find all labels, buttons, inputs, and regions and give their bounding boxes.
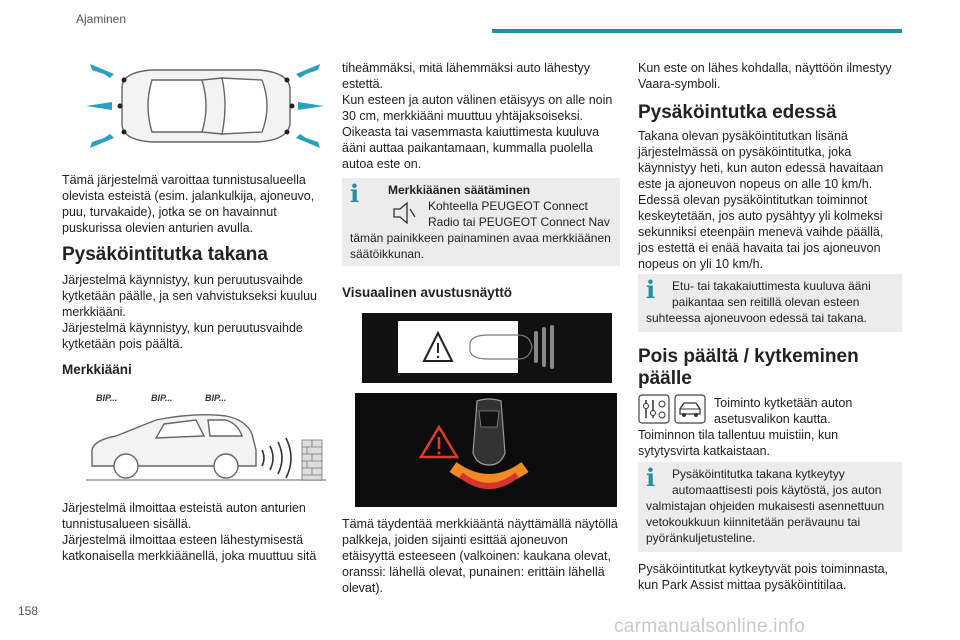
- header-accent-bar: [492, 29, 902, 33]
- note1-line1: Etu- tai takakaiuttimesta kuuluva ääni: [672, 279, 871, 293]
- col2-paragraph-2: Kun esteen ja auton välinen etäisyys on alle noin 30 cm, merkkiääni muuttuu yhtäjaksoiseksi.: [342, 93, 613, 123]
- info-icon: i: [646, 463, 656, 492]
- heading-front-radar: Pysäköintutka edessä: [638, 102, 837, 123]
- visual-text: Tämä täydentää merkkiääntä näyttämällä näytöllä palkkeja, joiden sijainti esittää ajoneuvon etäisyyttä esteeseen (valkoinen: kaukana olevat, oranssi: lähellä olevat, punainen: erittäin lähellä olevat).: [342, 517, 618, 595]
- beep-text: [62, 500, 324, 564]
- note2-line1: Pysäköintitutka takana kytkeytyy: [672, 467, 845, 481]
- note-trailer: [638, 462, 902, 552]
- heading-on-off: Pois päältä / kytkeminen päälle: [638, 346, 859, 389]
- onoff-line1: Toiminto kytketään auton: [714, 396, 853, 410]
- final-text: Pysäköintitutkat kytkeytyvät pois toiminnasta, kun Park Assist mittaa pysäköintitilaa.: [638, 562, 889, 592]
- page-number: 158: [18, 604, 39, 618]
- note-beep-rest: tämän painikkeen painaminen avaa merkkiäänen säätöikkunan.: [350, 231, 611, 261]
- note2-rest: valmistajan ohjeiden mukaisesti asennettuun vetokoukkuun kiinnitetään perävaunu tai pyöränkuljetusteline.: [646, 499, 885, 545]
- onoff-line2: asetusvalikon kautta.: [714, 412, 831, 426]
- note2-line2: automaattisesti pois käytöstä, jos auton: [672, 483, 882, 497]
- note-beep-title: Merkkiäänen säätäminen: [388, 183, 531, 197]
- col3-intro: [638, 60, 902, 92]
- car-side-beep-illustration: [86, 410, 326, 486]
- heading-beep: Merkkiääni: [62, 362, 132, 377]
- visual-text-block: [342, 516, 620, 596]
- col2-paragraph-1: tiheämmäksi, mitä lähemmäksi auto lähestyy estettä.: [342, 61, 591, 91]
- col2-paragraph-3: Oikeasta tai vasemmasta kaiuttimesta kuuluva ääni auttaa paikantamaan, kummalla puolella autoa este on.: [342, 125, 600, 171]
- onoff-text: [638, 427, 902, 459]
- bip-label-2: BIP...: [151, 393, 173, 403]
- car-top-sensors-illustration: [82, 58, 328, 154]
- intro-text: Tämä järjestelmä varoittaa tunnistusalueella olevista esteistä (esim. jalankulkija, ajoneuvo, puu, turvakaide), jotka se on havainnut puskurissa olevien anturien avulla.: [62, 173, 315, 235]
- rear-radar-text: [62, 272, 324, 352]
- danger-symbol-text: Kun este on lähes kohdalla, näyttöön ilmestyy Vaara-symboli.: [638, 61, 892, 91]
- note1-rest: suhteessa ajoneuvoon edessä tai takana.: [646, 311, 867, 325]
- final-text-block: [638, 561, 900, 593]
- onoff-rest: Toiminnon tila tallentuu muistiin, kun sytytysvirta katkaistaan.: [638, 428, 839, 458]
- note-beep-settings: [342, 178, 620, 266]
- speaker-icon: [390, 200, 418, 226]
- info-icon: i: [646, 275, 656, 304]
- note1-line2: paikantaa sen reitillä olevan esteen: [672, 295, 860, 309]
- rear-paragraph-1: Järjestelmä käynnistyy, kun peruutusvaihde kytketään päälle, ja sen vahvistukseksi kuuluu merkkiääni.: [62, 273, 318, 319]
- rear-paragraph-2: Järjestelmä käynnistyy, kun peruutusvaihde kytketään pois päältä.: [62, 321, 303, 351]
- section-title: Ajaminen: [76, 12, 127, 26]
- visual-display-rear: [362, 313, 612, 383]
- watermark: carmanualsonline.info: [614, 616, 806, 637]
- brick-wall: [302, 440, 322, 480]
- settings-vehicle-icons: [638, 394, 708, 424]
- note-beep-line1: Kohteella PEUGEOT Connect: [428, 199, 588, 213]
- front-radar-text: [638, 128, 900, 272]
- note-speaker-direction: [638, 274, 902, 332]
- beep-paragraph-2: Järjestelmä ilmoittaa esteen lähestymisestä katkonaisella merkkiäänellä, joka muuttuu sitä: [62, 533, 317, 563]
- bip-label-3: BIP...: [205, 393, 227, 403]
- col1: [62, 172, 322, 236]
- col2-text: [342, 60, 620, 172]
- heading-visual-assist: Visuaalinen avustusnäyttö: [342, 285, 513, 300]
- visual-display-top-view: [355, 393, 617, 507]
- front-paragraph: Takana olevan pysäköintitutkan lisänä järjestelmässä on pysäköintitutka, joka käynnistyy heti, kun auton edessä havaitaan este ja ajoneuvon nopeus on alle 10 km/h. Edessä olevan pysäköintitutkan toiminnot keskeytetään, jos auto pysähtyy yli kolmeksi sekunniksi eteenpäin menevä vaihde päällä, jos estettä ei enää havaita tai jos ajoneuvon nopeus on yli 10 km/h.: [638, 129, 884, 271]
- beep-paragraph-1: Järjestelmä ilmoittaa esteistä auton anturien tunnistusalueen sisällä.: [62, 501, 306, 531]
- note-beep-line2: Radio tai PEUGEOT Connect Nav: [428, 215, 610, 229]
- bip-label-1: BIP...: [96, 393, 118, 403]
- info-icon: i: [350, 179, 360, 208]
- heading-rear-radar: Pysäköintitutka takana: [62, 244, 268, 265]
